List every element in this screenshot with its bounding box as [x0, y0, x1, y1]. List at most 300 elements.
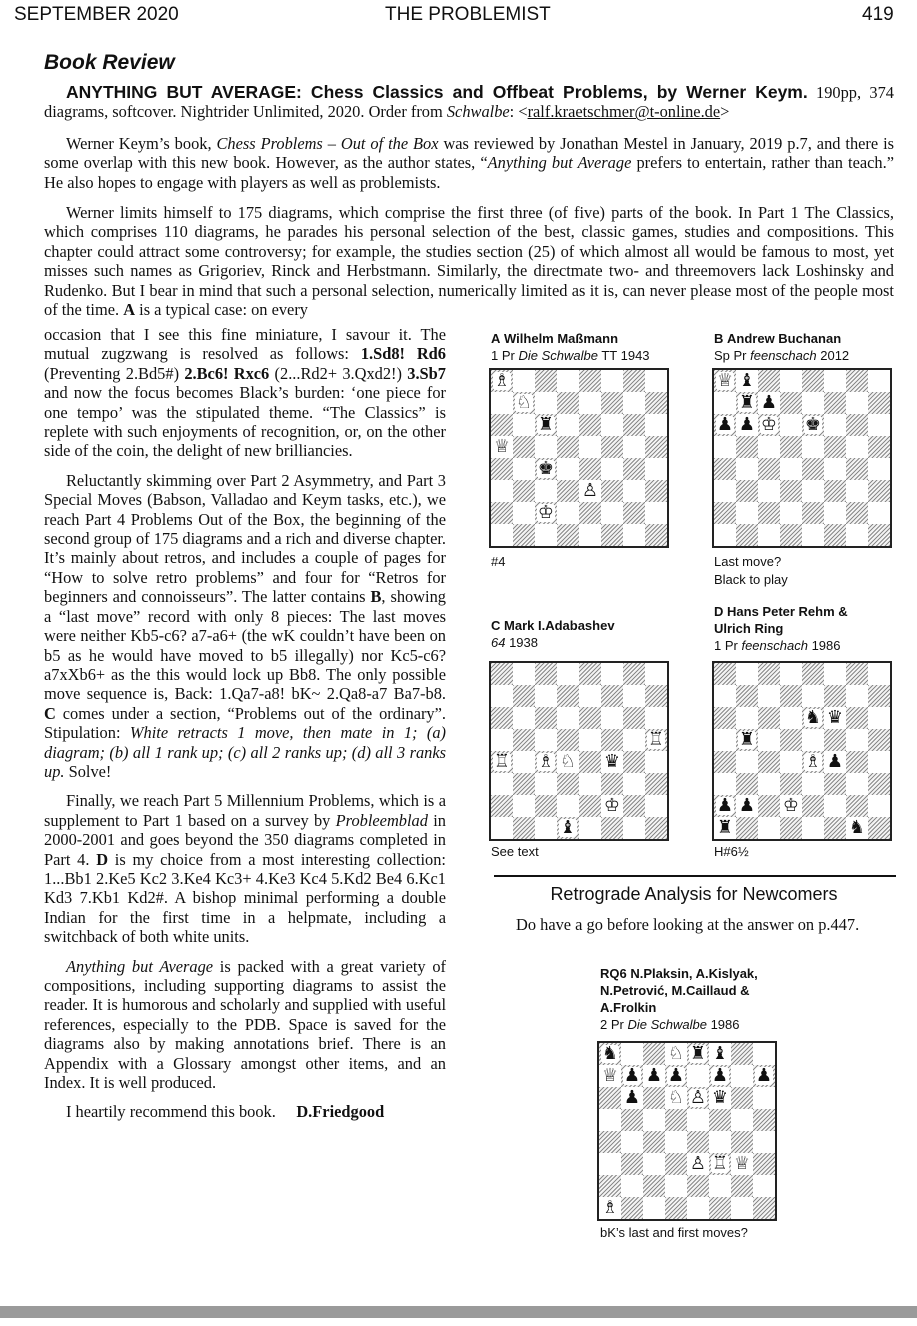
square-c2	[535, 502, 557, 524]
square-b1	[513, 524, 535, 546]
square-e6	[579, 707, 601, 729]
square-a6	[491, 414, 513, 436]
square-h7	[868, 392, 890, 414]
chess-piece-icon: ♔	[760, 414, 778, 435]
square-b2	[736, 795, 758, 817]
square-g6	[731, 1087, 753, 1109]
square-e8	[802, 370, 824, 392]
chess-piece-icon: ♖	[711, 1153, 729, 1174]
diagram-a-stipulation: #4	[491, 554, 506, 569]
square-f5	[709, 1109, 731, 1131]
chess-piece-icon: ♟	[760, 392, 778, 413]
diagram-a-caption: A Wilhelm Maßmann 1 Pr Die Schwalbe TT 1943	[491, 331, 650, 363]
page-bottom-rule	[0, 1306, 917, 1318]
square-a4	[491, 751, 513, 773]
square-f4	[601, 751, 623, 773]
chess-piece-icon: ♕	[493, 436, 511, 457]
square-h5	[645, 729, 667, 751]
chessboard-d	[712, 661, 892, 841]
running-header-date: SEPTEMBER 2020	[14, 4, 179, 25]
square-e4	[579, 458, 601, 480]
square-c7	[643, 1065, 665, 1087]
square-b7	[736, 392, 758, 414]
square-c3	[535, 480, 557, 502]
square-g1	[731, 1197, 753, 1219]
square-c8	[758, 663, 780, 685]
square-f5	[824, 729, 846, 751]
chess-piece-icon: ♜	[537, 414, 555, 435]
square-a8	[599, 1043, 621, 1065]
square-g8	[623, 370, 645, 392]
chess-piece-icon: ♟	[623, 1087, 641, 1108]
square-f1	[824, 817, 846, 839]
square-a7	[491, 685, 513, 707]
square-a6	[714, 414, 736, 436]
square-g1	[846, 524, 868, 546]
square-d2	[665, 1175, 687, 1197]
square-g6	[846, 414, 868, 436]
retro-text: Do have a go before looking at the answer on p.447.	[516, 915, 860, 934]
square-f4	[824, 458, 846, 480]
square-e2	[687, 1175, 709, 1197]
square-h7	[753, 1065, 775, 1087]
square-g5	[846, 729, 868, 751]
square-f8	[824, 370, 846, 392]
square-d1	[557, 524, 579, 546]
square-b5	[736, 436, 758, 458]
square-e1	[579, 817, 601, 839]
chessboard-b	[712, 368, 892, 548]
square-g8	[731, 1043, 753, 1065]
square-e1	[802, 524, 824, 546]
square-d5	[780, 729, 802, 751]
chess-piece-icon: ♝	[738, 370, 756, 391]
square-g6	[623, 707, 645, 729]
square-f4	[824, 751, 846, 773]
square-d6	[665, 1087, 687, 1109]
square-b3	[513, 480, 535, 502]
square-g2	[846, 795, 868, 817]
square-c8	[535, 370, 557, 392]
chess-piece-icon: ♜	[689, 1043, 707, 1064]
square-b1	[621, 1197, 643, 1219]
square-f3	[824, 773, 846, 795]
square-a7	[599, 1065, 621, 1087]
square-e4	[802, 751, 824, 773]
square-h3	[868, 773, 890, 795]
chess-piece-icon: ♗	[804, 751, 822, 772]
square-c7	[535, 685, 557, 707]
square-g3	[731, 1153, 753, 1175]
square-g2	[623, 795, 645, 817]
square-f6	[824, 707, 846, 729]
square-c2	[535, 795, 557, 817]
square-d5	[665, 1109, 687, 1131]
square-g5	[623, 729, 645, 751]
square-h5	[645, 436, 667, 458]
square-f4	[601, 458, 623, 480]
paragraph-1: Werner Keym’s book, Chess Problems – Out of the Box was reviewed by Jonathan Mestel in January, 2019 p.7, and there is some overlap with this new book. However, as the author states, “Anything but Average prefers to entertain, rather than teach.” He also hopes to engage with players as well as problemists.	[44, 134, 895, 192]
square-c8	[643, 1043, 665, 1065]
square-f1	[709, 1197, 731, 1219]
diagram-c-caption: C Mark I.Adabashev 64 1938	[491, 618, 615, 650]
square-b4	[513, 458, 535, 480]
square-f7	[824, 685, 846, 707]
square-b8	[736, 663, 758, 685]
square-b1	[513, 817, 535, 839]
square-b8	[513, 663, 535, 685]
chessboard-rq6	[597, 1041, 777, 1221]
chess-piece-icon: ♝	[711, 1043, 729, 1064]
book-title: ANYTHING BUT AVERAGE: Chess Classics and Offbeat Problems, by Werner Keym.	[66, 82, 808, 102]
paragraph-2: Werner limits himself to 175 diagrams, which comprise the first three (of five) parts of the book. In Part 1 The Classics, which comprises 110 diagrams, he parades his personal selection of the best, classic games, studies and compositions. This chapter could attract some controversy; for example, the studies section (25) of which almost all would be famous to most, yet misses such names as Grigoriev, Rinck and Herbstmann. Similarly, the directmate two- and threemovers lack Loshinsky and Rudenko. But I bear in mind that such a personal selection, numerically limited as it is, can never please most of the people most of the time. A is a typical case: on every	[44, 203, 894, 320]
square-g5	[846, 436, 868, 458]
square-d8	[780, 663, 802, 685]
chess-piece-icon: ♜	[738, 729, 756, 750]
square-g2	[731, 1175, 753, 1197]
square-b8	[736, 370, 758, 392]
square-h6	[753, 1087, 775, 1109]
square-h6	[645, 707, 667, 729]
square-h1	[868, 524, 890, 546]
square-b6	[736, 707, 758, 729]
square-h3	[645, 773, 667, 795]
square-f6	[601, 414, 623, 436]
retro-divider	[494, 875, 896, 877]
square-e2	[802, 502, 824, 524]
square-a4	[714, 751, 736, 773]
chess-piece-icon: ♟	[645, 1065, 663, 1086]
chess-piece-icon: ♟	[826, 751, 844, 772]
chess-piece-icon: ♛	[603, 751, 621, 772]
square-c4	[758, 751, 780, 773]
chess-piece-icon: ♖	[647, 729, 665, 750]
square-f3	[824, 480, 846, 502]
square-c2	[758, 795, 780, 817]
square-a7	[714, 392, 736, 414]
square-a6	[714, 707, 736, 729]
square-e2	[579, 502, 601, 524]
square-e5	[579, 436, 601, 458]
square-e7	[579, 392, 601, 414]
square-g2	[846, 502, 868, 524]
square-a2	[491, 502, 513, 524]
square-c6	[535, 414, 557, 436]
chess-piece-icon: ♙	[689, 1087, 707, 1108]
square-c1	[758, 817, 780, 839]
chess-piece-icon: ♚	[804, 414, 822, 435]
square-f2	[824, 795, 846, 817]
square-a5	[599, 1109, 621, 1131]
square-b2	[513, 795, 535, 817]
square-h2	[868, 502, 890, 524]
square-c4	[758, 458, 780, 480]
section-title: Book Review	[44, 51, 175, 74]
chess-piece-icon: ♔	[537, 502, 555, 523]
square-a3	[599, 1153, 621, 1175]
square-d8	[557, 370, 579, 392]
square-g3	[846, 773, 868, 795]
review-heading: ANYTHING BUT AVERAGE: Chess Classics and Offbeat Problems, by Werner Keym. 190pp, 374 diagrams, softcover. Nightrider Unlimited, 2020. Order from Schwalbe: <ralf.kraetschmer@t-online.de>	[44, 82, 894, 122]
square-e8	[802, 663, 824, 685]
square-e8	[579, 663, 601, 685]
square-c4	[643, 1131, 665, 1153]
square-c6	[535, 707, 557, 729]
square-a5	[714, 436, 736, 458]
square-b3	[513, 773, 535, 795]
square-a8	[491, 370, 513, 392]
square-g4	[846, 751, 868, 773]
square-f5	[601, 436, 623, 458]
square-e7	[687, 1065, 709, 1087]
square-g1	[623, 817, 645, 839]
square-d5	[780, 436, 802, 458]
chess-piece-icon: ♕	[601, 1065, 619, 1086]
square-g7	[623, 392, 645, 414]
page-number: 419	[862, 4, 894, 25]
square-c6	[758, 707, 780, 729]
square-h5	[753, 1109, 775, 1131]
square-c2	[758, 502, 780, 524]
square-a6	[491, 707, 513, 729]
paragraph-4: Reluctantly skimming over Part 2 Asymmetry, and Part 3 Special Moves (Babson, Valladao and Keym tasks, etc.), we reach Part 4 Problems Out of the Box, the beginning of the second group of 175 diagrams and a rich and diverse chapter. It’s mainly about retros, and includes a couple of pages for “How to solve retro problems” and four for “Retros for beginners and connoisseurs”. The latter contains B, showing a “last move” record with only 8 pieces: The last moves were neither Kb5-c6? a7-a6+ (the wK couldn’t have been on b5 as he would have moved to b5 illegally) nor Kc5-c6? a7xXb6+ as the this would lock up Bb8. The only possible move sequence is, Back: 1.Qa7-a8! bK~ 2.Qa8-a7 Ba7-b8. C comes under a section, “Problems out of the ordinary”. Stipulation: White retracts 1 move, then mate in 1; (a) diagram; (b) all 1 rank up; (c) all 2 ranks up; (d) all 3 ranks up. Solve!	[44, 470, 446, 781]
chess-piece-icon: ♟	[711, 1065, 729, 1086]
chess-piece-icon: ♖	[493, 751, 511, 772]
square-h3	[868, 480, 890, 502]
square-e2	[802, 795, 824, 817]
diagram-b-stipulation: Last move? Black to play	[714, 554, 788, 587]
square-d2	[557, 795, 579, 817]
chess-piece-icon: ♛	[826, 707, 844, 728]
square-e7	[802, 685, 824, 707]
square-e7	[802, 392, 824, 414]
square-g4	[623, 751, 645, 773]
chess-piece-icon: ♛	[711, 1087, 729, 1108]
square-d1	[780, 817, 802, 839]
chess-piece-icon: ♞	[601, 1043, 619, 1064]
chess-piece-icon: ♜	[738, 392, 756, 413]
square-g3	[623, 480, 645, 502]
square-d4	[780, 458, 802, 480]
square-d5	[557, 729, 579, 751]
chess-piece-icon: ♘	[559, 751, 577, 772]
square-c7	[758, 392, 780, 414]
square-c7	[535, 392, 557, 414]
square-h8	[868, 370, 890, 392]
square-e5	[802, 436, 824, 458]
square-e2	[579, 795, 601, 817]
square-e5	[687, 1109, 709, 1131]
square-g4	[731, 1131, 753, 1153]
square-h8	[868, 663, 890, 685]
square-g3	[846, 480, 868, 502]
square-a3	[491, 480, 513, 502]
square-f7	[824, 392, 846, 414]
square-a3	[714, 773, 736, 795]
square-g5	[623, 436, 645, 458]
square-b4	[736, 751, 758, 773]
square-f6	[601, 707, 623, 729]
square-a5	[491, 436, 513, 458]
square-b7	[736, 685, 758, 707]
square-h8	[753, 1043, 775, 1065]
square-e1	[802, 817, 824, 839]
square-c5	[535, 436, 557, 458]
chess-piece-icon: ♚	[537, 458, 555, 479]
chess-piece-icon: ♟	[623, 1065, 641, 1086]
square-f7	[601, 392, 623, 414]
square-a6	[599, 1087, 621, 1109]
square-b4	[736, 458, 758, 480]
chess-piece-icon: ♘	[667, 1043, 685, 1064]
square-c7	[758, 685, 780, 707]
square-g7	[623, 685, 645, 707]
square-e7	[579, 685, 601, 707]
paragraph-6: Anything but Average is packed with a great variety of compositions, including supporting diagrams to assist the reader. It is humorous and scholarly and supplied with useful references, especially to the PDB. Space is saved for the diagrams also by making annotations brief. There is an Appendix with a Glossary amongst other items, and an Index. It is well produced.	[44, 956, 446, 1093]
square-c3	[758, 773, 780, 795]
square-d1	[665, 1197, 687, 1219]
square-h4	[645, 751, 667, 773]
square-b4	[621, 1131, 643, 1153]
square-e1	[579, 524, 601, 546]
square-d2	[780, 502, 802, 524]
chess-piece-icon: ♙	[689, 1153, 707, 1174]
square-h4	[645, 458, 667, 480]
square-h1	[645, 817, 667, 839]
square-c6	[758, 414, 780, 436]
diagram-d-stipulation: H#6½	[714, 844, 749, 859]
square-f7	[601, 685, 623, 707]
square-f2	[601, 795, 623, 817]
square-d7	[780, 685, 802, 707]
chess-piece-icon: ♜	[716, 817, 734, 838]
square-a8	[714, 663, 736, 685]
square-c5	[758, 436, 780, 458]
square-g7	[846, 685, 868, 707]
square-b2	[621, 1175, 643, 1197]
square-d3	[557, 773, 579, 795]
square-a8	[714, 370, 736, 392]
square-f8	[601, 663, 623, 685]
square-e3	[687, 1153, 709, 1175]
paragraph-3: occasion that I see this fine miniature, I savour it. The mutual zugzwang is resolved as follows: 1.Sd8! Rd6 (Preventing 2.Bd5#) 2.Bc6! Rxc6 (2...Rd2+ 3.Qxd2!) 3.Sb7 and now the focus becomes Black’s burden: ‘one piece for one tempo’ was the stipulated theme. “The Classics” is replete with such enjoyments of recognition, or, on the other side of the coin, the delight of new brilliancies.	[44, 325, 446, 461]
square-d6	[557, 414, 579, 436]
chess-piece-icon: ♘	[667, 1087, 685, 1108]
chess-piece-icon: ♝	[559, 817, 577, 838]
square-a7	[491, 392, 513, 414]
chess-piece-icon: ♟	[716, 795, 734, 816]
square-f6	[709, 1087, 731, 1109]
square-f1	[601, 817, 623, 839]
square-b7	[513, 685, 535, 707]
square-f2	[709, 1175, 731, 1197]
square-a1	[714, 524, 736, 546]
square-c8	[758, 370, 780, 392]
square-h3	[753, 1153, 775, 1175]
diagram-d-caption: D Hans Peter Rehm & Ulrich Ring 1 Pr feenschach 1986	[714, 604, 848, 653]
square-h1	[645, 524, 667, 546]
square-b6	[736, 414, 758, 436]
square-f8	[824, 663, 846, 685]
square-b7	[513, 392, 535, 414]
square-d2	[780, 795, 802, 817]
square-d3	[780, 773, 802, 795]
square-h4	[868, 458, 890, 480]
square-b1	[736, 817, 758, 839]
chessboard-c	[489, 661, 669, 841]
square-g3	[623, 773, 645, 795]
chess-piece-icon: ♗	[537, 751, 555, 772]
square-c4	[535, 458, 557, 480]
square-b3	[736, 773, 758, 795]
square-g6	[846, 707, 868, 729]
square-d8	[557, 663, 579, 685]
square-e6	[802, 414, 824, 436]
square-b6	[513, 707, 535, 729]
square-d8	[780, 370, 802, 392]
square-g4	[846, 458, 868, 480]
square-h6	[868, 707, 890, 729]
square-b3	[736, 480, 758, 502]
square-g5	[731, 1109, 753, 1131]
square-e6	[802, 707, 824, 729]
square-e3	[802, 480, 824, 502]
square-a2	[599, 1175, 621, 1197]
square-e8	[579, 370, 601, 392]
square-b5	[513, 436, 535, 458]
running-header-journal: THE PROBLEMIST	[385, 4, 551, 25]
square-b7	[621, 1065, 643, 1087]
email-link[interactable]: ralf.kraetschmer@t-online.de	[527, 102, 721, 122]
square-a1	[491, 817, 513, 839]
square-g4	[623, 458, 645, 480]
square-f3	[709, 1153, 731, 1175]
square-f8	[709, 1043, 731, 1065]
square-c1	[758, 524, 780, 546]
square-f7	[709, 1065, 731, 1087]
square-a5	[714, 729, 736, 751]
square-e5	[579, 729, 601, 751]
square-a4	[599, 1131, 621, 1153]
square-h6	[645, 414, 667, 436]
square-e1	[687, 1197, 709, 1219]
square-c3	[758, 480, 780, 502]
chess-piece-icon: ♙	[581, 480, 599, 501]
retro-diagram-caption: RQ6 N.Plaksin, A.Kislyak, N.Petrović, M.Caillaud & A.Frolkin 2 Pr Die Schwalbe 1986	[600, 966, 758, 1032]
square-h2	[645, 795, 667, 817]
chess-piece-icon: ♗	[493, 370, 511, 391]
square-c8	[535, 663, 557, 685]
chess-piece-icon: ♞	[804, 707, 822, 728]
square-f8	[601, 370, 623, 392]
square-h5	[868, 436, 890, 458]
square-d6	[780, 414, 802, 436]
square-c3	[535, 773, 557, 795]
square-g1	[623, 524, 645, 546]
square-e3	[802, 773, 824, 795]
square-c2	[643, 1175, 665, 1197]
square-f5	[601, 729, 623, 751]
square-c4	[535, 751, 557, 773]
square-h3	[645, 480, 667, 502]
chessboard-a	[489, 368, 669, 548]
square-f3	[601, 773, 623, 795]
square-g8	[623, 663, 645, 685]
square-h5	[868, 729, 890, 751]
square-f5	[824, 436, 846, 458]
square-b5	[736, 729, 758, 751]
square-a2	[714, 795, 736, 817]
